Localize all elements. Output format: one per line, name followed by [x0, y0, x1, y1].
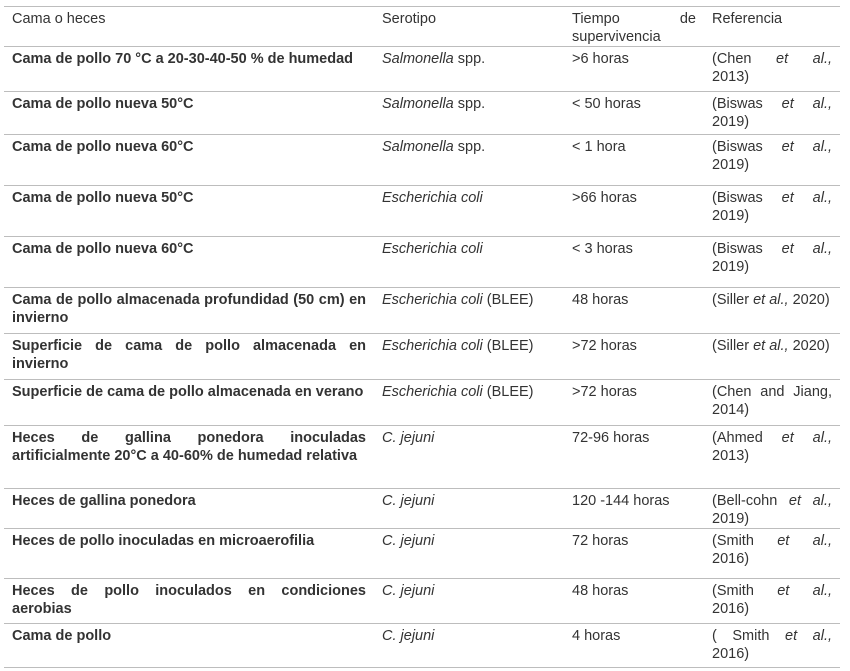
table-row	[4, 334, 840, 380]
cell-cama-o-heces: Heces de gallina ponedora inoculadas artificialmente 20°C a 40-60% de humedad relativa	[4, 426, 374, 489]
cell-cama-o-heces: Cama de pollo almacenada profundidad (50 cm) en invierno	[4, 288, 374, 334]
serotipo-species: Salmonella	[382, 139, 454, 155]
table-header-row	[4, 7, 840, 47]
table-row	[4, 579, 840, 624]
cell-tiempo: 72 horas	[564, 529, 704, 579]
reference-author: (Biswas	[712, 139, 763, 155]
serotipo-species: Escherichia coli	[382, 241, 483, 257]
reference-et-al: et al.,	[781, 139, 833, 155]
table-row	[4, 288, 840, 334]
cell-serotipo	[374, 489, 564, 529]
table-row	[4, 380, 840, 426]
header-cama: Cama o heces	[4, 7, 374, 47]
cell-serotipo	[374, 47, 564, 92]
serotipo-suffix: (BLEE)	[482, 338, 534, 354]
reference-author: (Chen and Jiang, 2014)	[712, 384, 832, 418]
reference-et-al: et al.,	[777, 533, 832, 549]
cell-tiempo: >72 horas	[564, 380, 704, 426]
reference-author: (Siller	[712, 338, 750, 354]
serotipo-species: Salmonella	[382, 96, 454, 112]
cell-tiempo: 48 horas	[564, 288, 704, 334]
serotipo-species: C. jejuni	[382, 628, 435, 644]
reference-author: (Biswas	[712, 96, 763, 112]
cell-cama-o-heces: Cama de pollo nueva 60°C	[4, 135, 374, 186]
serotipo-suffix: (BLEE)	[482, 384, 534, 400]
header-tiempo: Tiempo de supervivencia	[564, 7, 704, 47]
reference-et-al: et al.,	[781, 190, 833, 206]
cell-cama-o-heces: Heces de pollo inoculados en condiciones aerobias	[4, 579, 374, 624]
reference-year: 2013)	[712, 448, 750, 464]
reference-year: 2020)	[792, 338, 830, 354]
cell-serotipo	[374, 529, 564, 579]
cell-referencia	[704, 47, 840, 92]
cell-referencia	[704, 186, 840, 237]
survival-table	[4, 6, 840, 668]
cell-tiempo: >72 horas	[564, 334, 704, 380]
cell-tiempo: >66 horas	[564, 186, 704, 237]
cell-referencia	[704, 426, 840, 489]
table-row	[4, 135, 840, 186]
cell-referencia	[704, 624, 840, 668]
serotipo-suffix: (BLEE)	[482, 292, 534, 308]
serotipo-species: C. jejuni	[382, 493, 435, 509]
reference-et-al: et al.,	[753, 338, 789, 354]
cell-referencia	[704, 489, 840, 529]
cell-cama-o-heces: Cama de pollo 70 °C a 20-30-40-50 % de humedad	[4, 47, 374, 92]
reference-year: 2019)	[712, 208, 750, 224]
reference-year: 2016)	[712, 601, 750, 617]
table-body	[4, 47, 840, 668]
reference-year: 2016)	[712, 551, 750, 567]
serotipo-suffix: spp.	[453, 139, 486, 155]
survival-table-container	[4, 6, 840, 668]
cell-tiempo: 48 horas	[564, 579, 704, 624]
cell-serotipo	[374, 92, 564, 135]
serotipo-species: C. jejuni	[382, 583, 435, 599]
cell-tiempo: < 1 hora	[564, 135, 704, 186]
reference-author: (Siller	[712, 292, 750, 308]
table-row	[4, 237, 840, 288]
cell-cama-o-heces: Cama de pollo nueva 50°C	[4, 92, 374, 135]
reference-et-al: et al.,	[785, 628, 833, 644]
table-row	[4, 489, 840, 529]
reference-author: (Biswas	[712, 190, 763, 206]
cell-serotipo	[374, 237, 564, 288]
cell-serotipo	[374, 288, 564, 334]
reference-et-al: et al.,	[781, 241, 833, 257]
table-row	[4, 47, 840, 92]
cell-serotipo	[374, 334, 564, 380]
reference-author: (Smith	[712, 533, 754, 549]
reference-author: (Chen	[712, 51, 752, 67]
cell-cama-o-heces: Superficie de cama de pollo almacenada en invierno	[4, 334, 374, 380]
serotipo-species: Salmonella	[382, 51, 454, 67]
reference-year: 2020)	[792, 292, 830, 308]
cell-serotipo	[374, 380, 564, 426]
cell-cama-o-heces: Heces de pollo inoculadas en microaerofilia	[4, 529, 374, 579]
cell-serotipo	[374, 579, 564, 624]
reference-author: (Smith	[712, 583, 754, 599]
table-row	[4, 529, 840, 579]
serotipo-species: Escherichia coli	[382, 292, 483, 308]
cell-referencia	[704, 334, 840, 380]
cell-referencia	[704, 579, 840, 624]
serotipo-suffix: spp.	[453, 51, 486, 67]
cell-serotipo	[374, 186, 564, 237]
cell-serotipo	[374, 135, 564, 186]
reference-author: (Ahmed	[712, 430, 763, 446]
table-row	[4, 426, 840, 489]
serotipo-species: Escherichia coli	[382, 338, 483, 354]
cell-referencia	[704, 380, 840, 426]
cell-cama-o-heces: Cama de pollo nueva 50°C	[4, 186, 374, 237]
cell-serotipo	[374, 426, 564, 489]
serotipo-species: Escherichia coli	[382, 190, 483, 206]
serotipo-species: Escherichia coli	[382, 384, 483, 400]
cell-cama-o-heces: Heces de gallina ponedora	[4, 489, 374, 529]
reference-year: 2019)	[712, 114, 750, 130]
cell-referencia	[704, 135, 840, 186]
reference-et-al: et al.,	[776, 51, 832, 67]
cell-tiempo: 120 -144 horas	[564, 489, 704, 529]
cell-tiempo: < 50 horas	[564, 92, 704, 135]
reference-author: ( Smith	[712, 628, 770, 644]
cell-referencia	[704, 288, 840, 334]
reference-et-al: et al.,	[788, 493, 832, 509]
header-serotipo: Serotipo	[374, 7, 564, 47]
reference-et-al: et al.,	[753, 292, 789, 308]
cell-tiempo: 4 horas	[564, 624, 704, 668]
serotipo-species: C. jejuni	[382, 430, 435, 446]
reference-year: 2019)	[712, 157, 750, 173]
reference-year: 2016)	[712, 646, 750, 662]
cell-referencia	[704, 529, 840, 579]
reference-author: (Bell-cohn	[712, 493, 778, 509]
cell-tiempo: 72-96 horas	[564, 426, 704, 489]
header-referencia: Referencia	[704, 7, 840, 47]
serotipo-species: C. jejuni	[382, 533, 435, 549]
reference-year: 2019)	[712, 259, 750, 275]
cell-tiempo: >6 horas	[564, 47, 704, 92]
table-row	[4, 186, 840, 237]
reference-author: (Biswas	[712, 241, 763, 257]
table-row	[4, 624, 840, 668]
cell-cama-o-heces: Cama de pollo	[4, 624, 374, 668]
serotipo-suffix: spp.	[453, 96, 486, 112]
reference-et-al: et al.,	[781, 96, 833, 112]
cell-referencia	[704, 92, 840, 135]
reference-et-al: et al.,	[781, 430, 832, 446]
cell-tiempo: < 3 horas	[564, 237, 704, 288]
cell-cama-o-heces: Cama de pollo nueva 60°C	[4, 237, 374, 288]
cell-cama-o-heces: Superficie de cama de pollo almacenada en verano	[4, 380, 374, 426]
table-row	[4, 92, 840, 135]
reference-year: 2019)	[712, 511, 750, 527]
reference-et-al: et al.,	[777, 583, 832, 599]
reference-year: 2013)	[712, 69, 750, 85]
cell-referencia	[704, 237, 840, 288]
cell-serotipo	[374, 624, 564, 668]
